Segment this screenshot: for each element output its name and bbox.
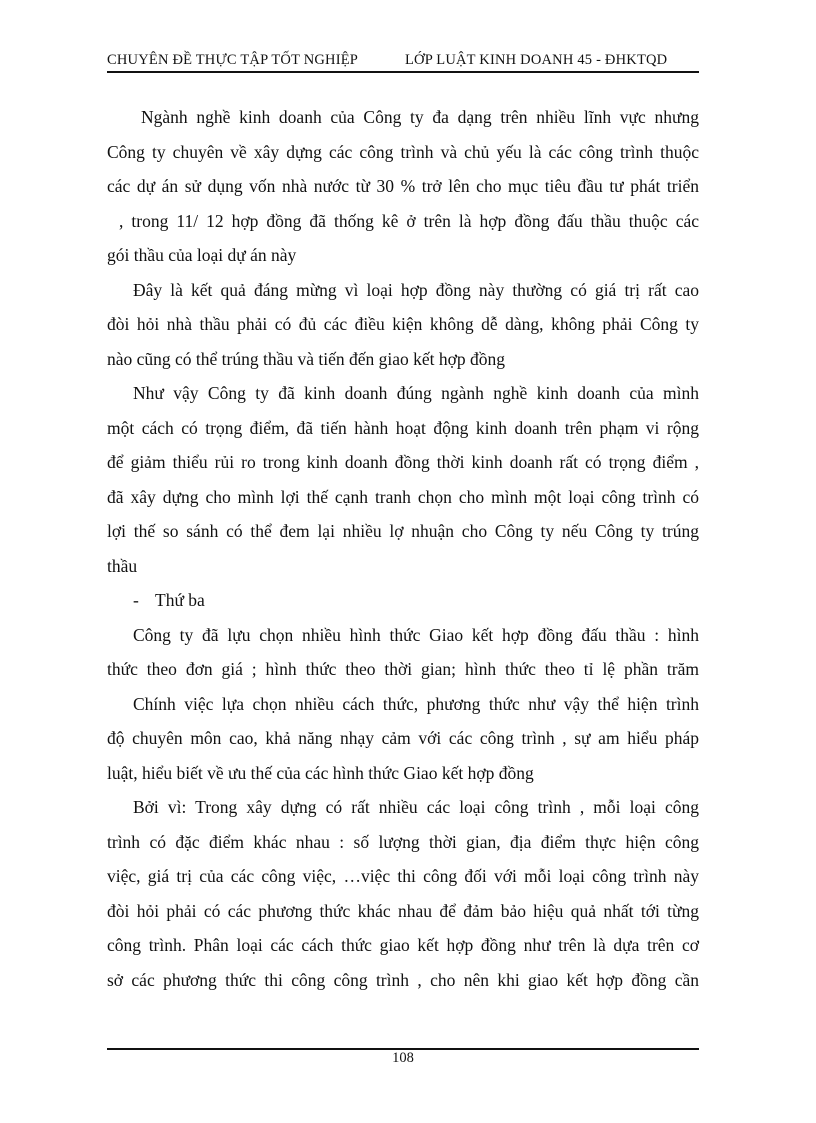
text-line: công trình. Phân loại các cách thức giao kết hợp đồng như trên là dựa trên cơ [107, 935, 699, 955]
paragraph [107, 376, 699, 583]
text-line: Công ty chuyên về xây dựng các công trình và chủ yếu là các công trình thuộc [107, 141, 699, 162]
text-line: Chính việc lựa chọn nhiều cách thức, phương thức như vậy thể hiện trình [133, 693, 699, 714]
page-number: 108 [392, 1050, 414, 1066]
text-line: đòi hỏi nhà thầu phải có đủ các điều kiện không dễ dàng, không phải Công ty [107, 314, 699, 334]
header-class-name: LỚP LUẬT KINH DOANH 45 - ĐHKTQD [405, 52, 668, 68]
page-header [107, 52, 699, 72]
text-line: luật, hiểu biết về ưu thế của các hình thức Giao kết hợp đồng [107, 762, 534, 783]
body-text [107, 100, 699, 997]
text-line: các dự án sử dụng vốn nhà nước từ 30 % trở lên cho mục tiêu đầu tư phát triển [107, 176, 699, 196]
paragraph [107, 618, 699, 687]
text-line: độ chuyên môn cao, khả năng nhạy cảm với các công trình , sự am hiểu pháp [107, 728, 699, 748]
text-line: thầu [107, 555, 138, 576]
bullet-item [107, 583, 699, 618]
paragraph [107, 273, 699, 377]
text-line: việc, giá trị của các công việc, …việc thi công đối với mỗi loại công trình này [107, 866, 699, 886]
text-line: đã xây dựng cho mình lợi thế cạnh tranh chọn cho mình một loại công trình có [107, 486, 699, 507]
text-line: lợi thế so sánh có thể đem lại nhiều lợ nhuận cho Công ty nếu Công ty trúng [107, 521, 699, 541]
text-line: , trong 11/ 12 hợp đồng đã thống kê ở trên là hợp đồng đấu thầu thuộc các [119, 210, 699, 231]
text-line: trình có đặc điểm khác nhau : số lượng thời gian, địa điểm thực hiện công [107, 831, 699, 852]
text-line: Ngành nghề kinh doanh của Công ty đa dạng trên nhiều lĩnh vực nhưng [141, 107, 699, 127]
text-line: Đây là kết quả đáng mừng vì loại hợp đồng này thường có giá trị rất cao [133, 279, 699, 300]
text-line: sở các phương thức thi công công trình , cho nên khi giao kết hợp đồng cần [107, 969, 699, 990]
bullet-text: Thứ ba [155, 590, 205, 610]
paragraph [107, 687, 699, 791]
paragraph [107, 100, 699, 273]
paragraph [107, 790, 699, 997]
header-document-title: CHUYÊN ĐỀ THỰC TẬP TỐT NGHIỆP [107, 52, 359, 68]
text-line: Bởi vì: Trong xây dựng có rất nhiều các loại công trình , mỗi loại công [133, 797, 699, 817]
header-rule [107, 71, 699, 73]
text-line: đòi hỏi phải có các phương thức khác nhau để đảm bảo hiệu quả nhất tới từng [107, 900, 699, 921]
text-line: để giảm thiểu rủi ro trong kinh doanh đồng thời kinh doanh rất có trọng điểm , [107, 452, 699, 472]
text-line: Công ty đã lựu chọn nhiều hình thức Giao kết hợp đồng đấu thầu : hình [133, 624, 699, 645]
text-line: nào cũng có thể trúng thầu và tiến đến giao kết hợp đồng [107, 348, 506, 369]
text-line: thức theo đơn giá ; hình thức theo thời gian; hình thức theo tỉ lệ phần trăm [107, 659, 699, 679]
text-line: một cách có trọng điểm, đã tiến hành hoạt động kinh doanh trên phạm vi rộng [107, 417, 699, 438]
text-line: gói thầu của loại dự án này [107, 245, 297, 265]
text-line: Như vậy Công ty đã kinh doanh đúng ngành nghề kinh doanh của mình [133, 383, 699, 403]
bullet-line [107, 583, 699, 618]
bullet-dash: - [133, 590, 139, 610]
